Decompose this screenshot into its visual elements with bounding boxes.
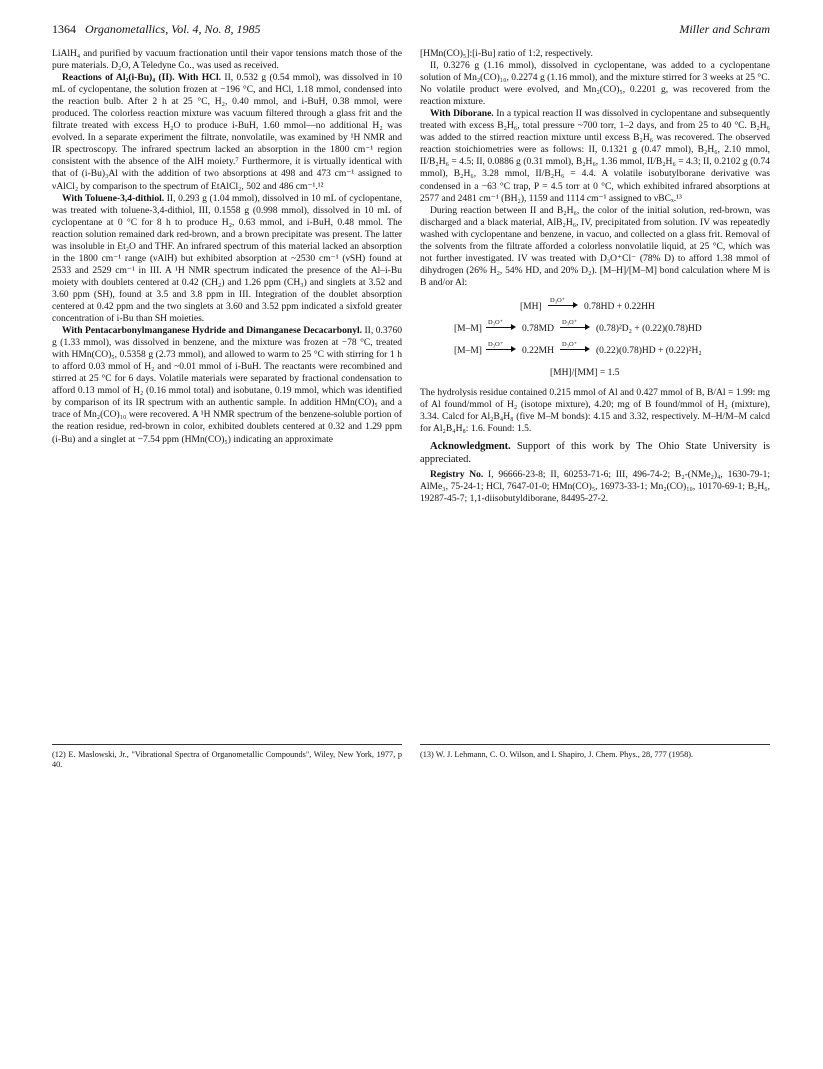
equation-1: [MH] D₃O⁺ 0.78HD + 0.22HH bbox=[520, 296, 655, 312]
page-header bbox=[52, 22, 770, 40]
left-column bbox=[52, 48, 402, 505]
paper-page bbox=[52, 22, 770, 770]
equation-4: [MH]/[MM] = 1.5 bbox=[550, 367, 620, 378]
section-heading: With Pentacarbonylmanganese Hydride and Dimanganese Decacarbonyl. bbox=[62, 325, 363, 337]
paragraph: With Toluene-3,4-dithiol. II, 0.293 g (1.04 mmol), dissolved in 10 mL of cyclopentane, was treated with toluene-3,4-dithiol, III, 0.1558 g (0.998 mmol), dissolved in 10 mL of cyclopentane at 0 °C for 8 h to produce H₂, 0.63 mmol, and i-BuH, 0.48 mmol. The reaction solution remained dark red-brown, and a brown precipitate was present. The latter was insoluble in Et₂O and THF. An infrared spectrum of this material lacked an absorption in the 1800 cm⁻¹ range (νAlH) but exhibited absorption at ~2530 cm⁻¹ (νSH) found at 2533 and 2529 cm⁻¹ in III. A ¹H NMR spectrum indicated the presence of the Al–i-Bu moiety with doublets centered at 0.42 (CH₂) and 1.26 ppm (CH₃) and singlets at 3.52 and 3.60 ppm (SH), found at 3.5 and 3.8 ppm in III. Integration of the doublet absorption centered at 0.42 ppm and the two singlets at 3.60 and 3.52 ppm indicated a sixfold greater concentration of i-Bu than SH moieties. bbox=[52, 192, 402, 325]
paragraph: During reaction between II and B₂H₆, the color of the initial solution, red-brown, was discharged and a black material, AlB₂H₆, IV, precipitated from solution. IV was repeatedly washed with cyclopentane and benzene, in vacuo, and collected on a glass frit. Removal of the solvents from the filtrate afforded a colorless nonvolatile liquid, at 25 °C, which was not further investigated. IV was treated with D₃O⁺Cl⁻ (78% D) to afford 1.38 mmol of dihydrogen (26% H₂, 54% HD, and 20% D₂). [M–H]/[M–M] bond calculation where M is B and/or Al: bbox=[420, 204, 770, 288]
footnote-rule bbox=[52, 744, 402, 745]
footnote-13: (13) W. J. Lehmann, C. O. Wilson, and I. Shapiro, J. Chem. Phys., 28, 777 (1958). bbox=[420, 750, 694, 759]
equation-3: [M–M] D₃O⁺ 0.22MH D₃O⁺ (0.22)(0.78)HD + (0.22)²H₂ bbox=[454, 340, 702, 356]
running-authors: Miller and Schram bbox=[679, 22, 770, 36]
two-column-body bbox=[52, 48, 770, 505]
paragraph: II, 0.3276 g (1.16 mmol), dissolved in cyclopentane, was added to a cyclopentane solution of Mn₂(CO)₁₀, 0.2274 g (1.16 mmol), and the mixture stirred for 3 weeks at 25 °C. No volatile product were evolved, and Mn₂(CO)₅, 0.2201 g, was recovered from the reaction mixture. bbox=[420, 60, 770, 108]
section-heading: With Diborane. bbox=[430, 108, 494, 120]
footnote-rule bbox=[420, 744, 770, 745]
paragraph: With Pentacarbonylmanganese Hydride and Dimanganese Decacarbonyl. II, 0.3760 g (1.33 mmol), was dissolved in benzene, and the mixture was frozen at −78 °C, treated with HMn(CO)₅, 0.5358 g (2.73 mmol), and allowed to warm to 25 °C with stirring for 1 h to afford 0.03 mmol of H₂ and ~0.01 mmol of i-BuH. The reactants were recombined and stirred at 25 °C for 6 days. Volatile materials were separated by fractional condensation to afford 0.13 mmol of H₂ (0.16 mmol total) and isobutane, 0.19 mmol, which was identified by comparison of its IR spectrum with an authentic sample. In addition HMn(CO)₅ and a trace of Mn₂(CO)₁₀ were recovered. A ¹H NMR spectrum of the benzene-soluble portion of the reation residue, red-brown in color, exhibited doublets centered at 0.32 and 1.29 ppm (i-Bu) and a singlet at −7.54 ppm (HMn(CO)₅) indicating an approximate bbox=[52, 325, 402, 445]
registry-heading: Registry No. bbox=[430, 469, 484, 481]
paragraph: Acknowledgment. Support of this work by The Ohio State University is appreciated. bbox=[420, 441, 770, 465]
page-number: 1364 bbox=[52, 22, 76, 36]
right-column bbox=[420, 48, 770, 505]
paragraph: [HMn(CO)₅]:[i-Bu] ratio of 1:2, respectively. bbox=[420, 48, 593, 59]
equation-block bbox=[420, 295, 770, 383]
section-heading: Reactions of Al₂(i-Bu)₄ (II). With HCl. bbox=[62, 72, 222, 84]
section-heading: With Toluene-3,4-dithiol. bbox=[62, 192, 165, 204]
acknowledgment-heading: Acknowledgment. bbox=[430, 441, 511, 453]
equation-2: [M–M] D₃O⁺ 0.78MD D₃O⁺ (0.78)²D₂ + (0.22)(0.78)HD bbox=[454, 318, 702, 334]
paragraph: With Diborane. In a typical reaction II was dissolved in cyclopentane and subsequently treated with excess B₂H₆, total pressure ~700 torr, 1–2 days, and from 25 to 40 °C. B₂H₆ was added to the stirred reaction mixture until excess B₂H₆ was recovered. The observed reaction stoichiometries were as follows: II, 0.1321 g (0.47 mmol), B₂H₆, 2.10 mmol, II/B₂H₆ = 4.5; II, 0.0886 g (0.31 mmol), B₂H₆, 1.36 mmol, II/B₂H₆ = 4.3; II, 0.2102 g (0.74 mmol), B₂H₆, 3.28 mmol, II/B₂H₆ = 4.4. A volatile isobutylborane derivative was condensed in a −63 °C trap, P = 4.5 torr at 0 °C, which exhibited infrared absorptions at 2577 and 2481 cm⁻¹ (BH₂), 1159 and 1114 cm⁻¹ assigned to νBCₓ.¹³ bbox=[420, 108, 770, 204]
journal-citation: Organometallics, Vol. 4, No. 8, 1985 bbox=[85, 22, 261, 36]
paragraph: Registry No. I, 96666-23-8; II, 60253-71-6; III, 496-74-2; B₂-(NMe₂)₄, 1630-79-1; AlMe₃, 75-24-1; HCl, 7647-01-0; HMn(CO)₅, 16973-33-1; Mn₂(CO)₁₀, 10170-69-1; B₂H₆, 19287-45-7; 1,1-diisobutyldiborane, 84495-27-2. bbox=[420, 469, 770, 505]
footnote-12: (12) E. Maslowski, Jr., "Vibrational Spectra of Organometallic Compounds", Wiley, New York, 1977, p 40. bbox=[52, 750, 402, 770]
paragraph: Reactions of Al₂(i-Bu)₄ (II). With HCl. II, 0.532 g (0.54 mmol), was dissolved in 10 mL of cyclopentane, the solution frozen at −196 °C, and HCl, 1.18 mmol, condensed into the reaction bulb. After 2 h at 25 °C, H₂, 0.40 mmol, and i-BuH, 0.38 mmol, were produced. The colorless reaction mixture was vacuum filtered through a glass frit and the filtrate treated with excess H₂O to produce i-BuH, 1.60 mmol—no additional H₂ was evolved. In a separate experiment the filtrate, nonvolatile, was examined by ¹H NMR and IR spectroscopy. The infrared spectrum lacked an absorption in the 1800 cm⁻¹ region consistent with the absence of the AlH moiety.⁷ Furthermore, it is virtually identical with that of (i-Bu)₃Al with the addition of two absorptions at 498 and 473 cm⁻¹ assigned to νAlCl₂ by comparison to the spectrum of EtAlCl₂, 502 and 486 cm⁻¹.¹² bbox=[52, 72, 402, 192]
paragraph: LiAlH₄ and purified by vacuum fractionation until their vapor tensions match those of the pure materials. D₂O, A Teledyne Co., was used as received. bbox=[52, 48, 402, 72]
paragraph: The hydrolysis residue contained 0.215 mmol of Al and 0.427 mmol of B, B/Al = 1.99: mg of Al found/mmol of H₂ (isotope mixture), 4.20; mg of B found/mmol of H₂ (mixture), 3.34. Calcd for Al₂B₄H₈ (five M–M bonds): 4.15 and 3.32, respectively. M–H/M–M calcd for Al₂B₄H₈: 1.6. Found: 1.5. bbox=[420, 386, 770, 435]
